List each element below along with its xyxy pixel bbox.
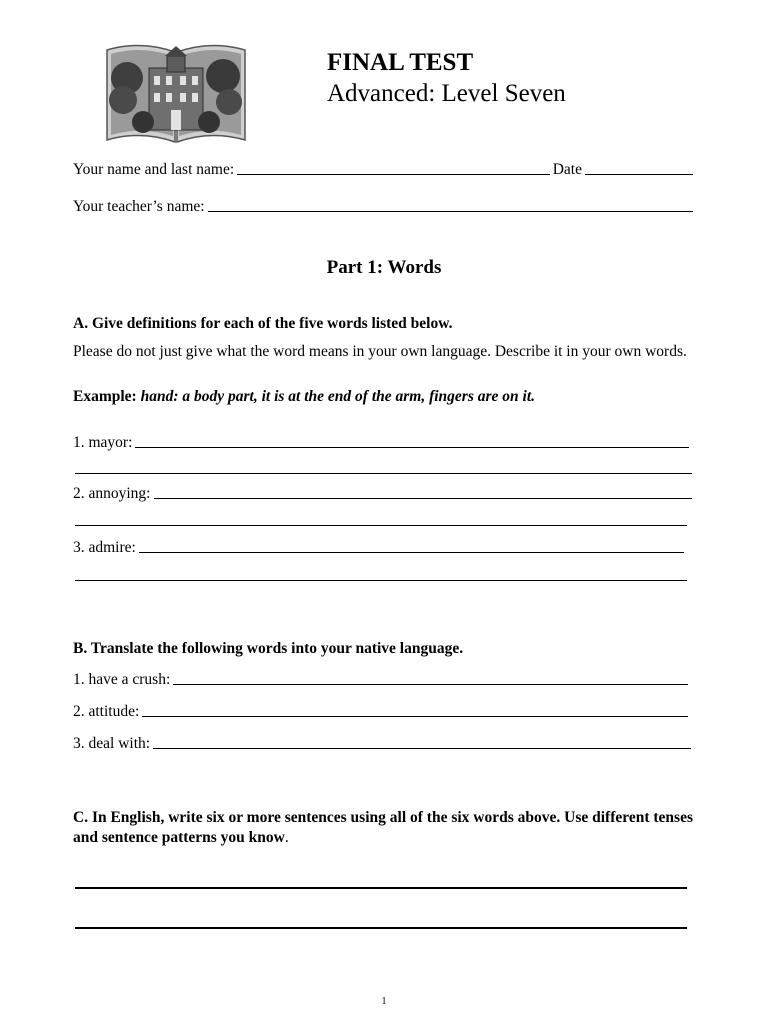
part-heading: Part 1: Words	[326, 257, 442, 278]
translate-answer-field[interactable]	[153, 747, 691, 749]
section-c-heading-text: C. In English, write six or more sentences using all of the six words above. Use different tenses and sentence patterns you know	[73, 809, 693, 846]
teacher-field[interactable]	[208, 210, 693, 212]
name-field[interactable]	[237, 173, 550, 175]
name-label: Your name and last name:	[73, 161, 235, 178]
date-field[interactable]	[585, 173, 693, 175]
section-a-example	[73, 388, 535, 406]
section-a-heading: A. Give definitions for each of the five words listed below.	[73, 315, 453, 332]
translate-item-label: 3. deal with:	[73, 735, 151, 752]
section-a-instructions: Please do not just give what the word means in your own language. Describe it in your own words.	[73, 343, 687, 360]
definition-answer-field[interactable]	[139, 551, 684, 553]
translate-item-label: 2. attitude:	[73, 703, 140, 720]
sentence-answer-line[interactable]	[75, 927, 687, 929]
teacher-row	[73, 198, 693, 216]
definition-item-label: 2. annoying:	[73, 485, 151, 502]
definition-item	[73, 485, 692, 503]
answer-line[interactable]	[75, 580, 687, 581]
date-label: Date	[552, 161, 582, 178]
name-date-row	[73, 161, 693, 179]
answer-line[interactable]	[75, 473, 692, 474]
page-title: FINAL TEST	[327, 49, 474, 76]
definition-answer-field[interactable]	[154, 497, 693, 499]
translate-item	[73, 703, 688, 721]
translate-item	[73, 671, 688, 689]
section-c-heading-end: .	[284, 829, 289, 846]
definition-item-label: 1. mayor:	[73, 434, 133, 451]
definition-item-label: 3. admire:	[73, 539, 136, 556]
page-number: 1	[381, 996, 387, 1007]
translate-item-label: 1. have a crush:	[73, 671, 171, 688]
definition-item	[73, 539, 684, 557]
teacher-label: Your teacher’s name:	[73, 198, 205, 215]
section-c-heading	[73, 808, 695, 848]
open-book-building-icon	[103, 38, 249, 146]
page-subtitle: Advanced: Level Seven	[327, 80, 566, 107]
translate-answer-field[interactable]	[173, 683, 688, 685]
section-b-heading: B. Translate the following words into your native language.	[73, 640, 464, 657]
translate-answer-field[interactable]	[142, 715, 688, 717]
example-label: Example:	[73, 388, 137, 405]
sentence-answer-line[interactable]	[75, 887, 687, 889]
definition-item	[73, 434, 689, 452]
answer-line[interactable]	[75, 525, 687, 526]
example-text: hand: a body part, it is at the end of the arm, fingers are on it.	[140, 388, 536, 405]
definition-answer-field[interactable]	[135, 446, 689, 448]
translate-item	[73, 735, 691, 753]
